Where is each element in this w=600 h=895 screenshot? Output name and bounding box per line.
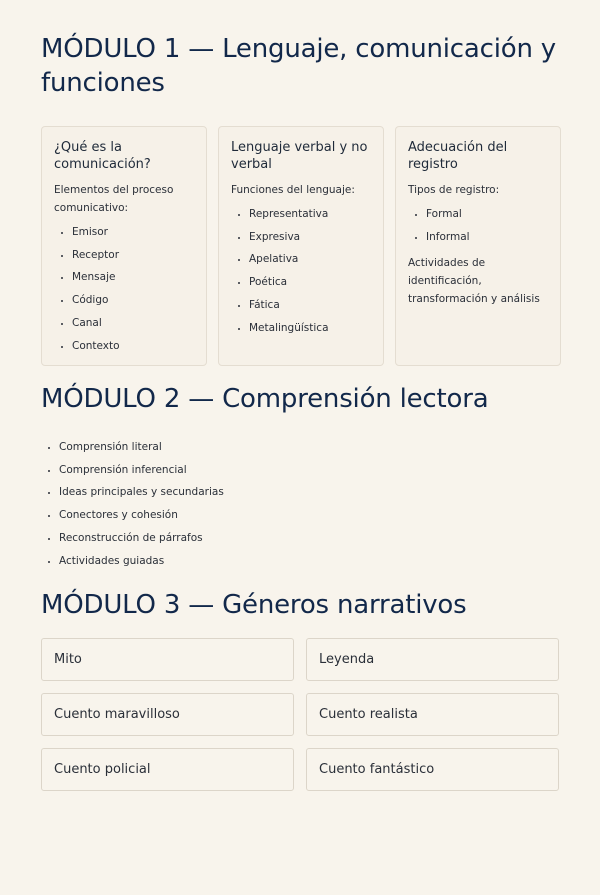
card-subtitle: Elementos del proceso comunicativo:: [54, 184, 174, 214]
card-register: [395, 126, 561, 366]
list-item: • Metalingüística: [249, 317, 372, 340]
module-1-section: [41, 0, 559, 366]
genre-box: Cuento fantástico: [306, 748, 559, 791]
list-item: • Actividades guiadas: [59, 550, 559, 573]
list-item: • Contexto: [72, 335, 195, 358]
card-subtitle: Funciones del lenguaje:: [231, 184, 355, 196]
list-item: • Expresiva: [249, 226, 372, 249]
card-list: [408, 203, 549, 248]
list-item: • Apelativa: [249, 248, 372, 271]
genre-box: Cuento realista: [306, 693, 559, 736]
list-item: • Representativa: [249, 203, 372, 226]
module-3-section: [41, 572, 559, 791]
card-title: Lenguaje verbal y no verbal: [231, 140, 368, 172]
card-verbal-language: [218, 126, 384, 366]
card-title: Adecuación del registro: [408, 140, 508, 172]
genre-box: Cuento policial: [41, 748, 294, 791]
list-item: • Emisor: [72, 221, 195, 244]
list-item: • Reconstrucción de párrafos: [59, 527, 559, 550]
module-1-cards: [41, 126, 559, 366]
list-item: • Fática: [249, 294, 372, 317]
list-item: • Canal: [72, 312, 195, 335]
list-item: • Receptor: [72, 244, 195, 267]
list-item: • Informal: [426, 226, 549, 249]
module-2-title: MÓDULO 2 — Comprensión lectora: [41, 384, 489, 414]
card-title: ¿Qué es la comunicación?: [54, 140, 151, 172]
list-item: • Ideas principales y secundarias: [59, 481, 559, 504]
genre-box: Cuento maravilloso: [41, 693, 294, 736]
list-item: • Comprensión inferencial: [59, 459, 559, 482]
module-3-title: MÓDULO 3 — Géneros narrativos: [41, 590, 467, 621]
list-item: • Poética: [249, 271, 372, 294]
card-subtitle: Tipos de registro:: [408, 184, 500, 196]
module-2-list: [41, 436, 559, 572]
genre-box: Leyenda: [306, 638, 559, 681]
card-note: Actividades de identificación, transformación y análisis: [408, 257, 540, 306]
card-list: [231, 203, 372, 339]
card-list: [54, 221, 195, 357]
list-item: • Formal: [426, 203, 549, 226]
list-item: • Comprensión literal: [59, 436, 559, 459]
list-item: • Conectores y cohesión: [59, 504, 559, 527]
card-communication: [41, 126, 207, 366]
module-1-title: MÓDULO 1 — Lenguaje, comunicación y funciones: [41, 34, 556, 98]
genre-box: Mito: [41, 638, 294, 681]
list-item: • Mensaje: [72, 266, 195, 289]
list-item: • Código: [72, 289, 195, 312]
module-2-section: [41, 366, 559, 572]
genre-grid: [41, 638, 559, 791]
